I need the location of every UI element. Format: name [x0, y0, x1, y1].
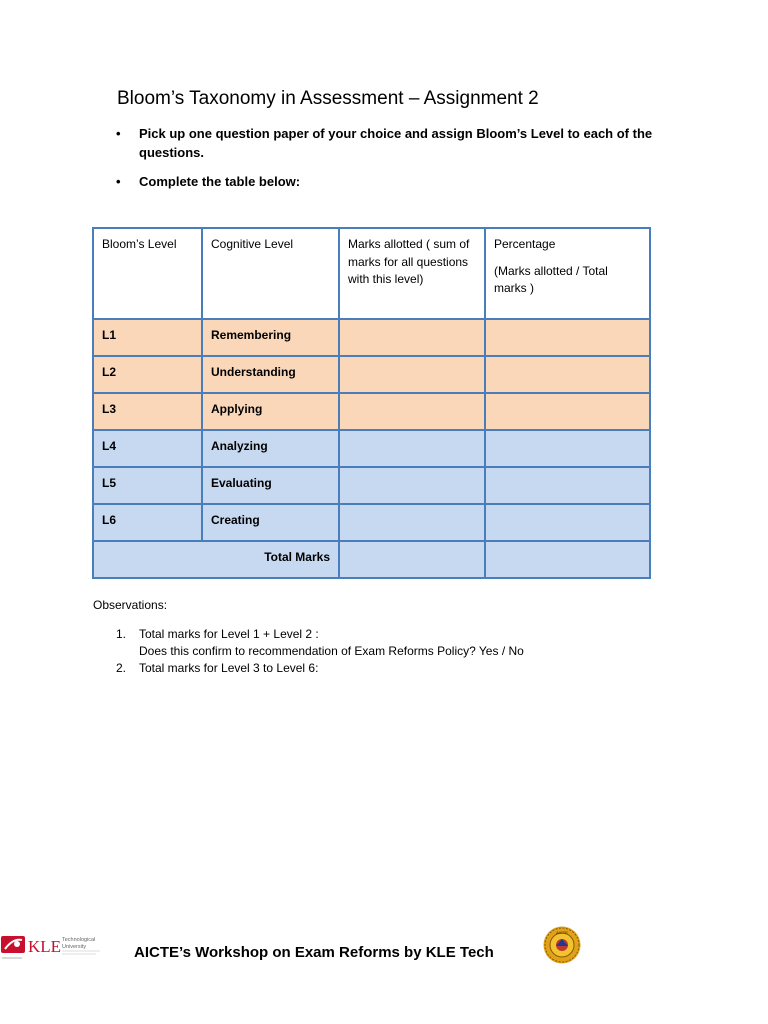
- instruction-text: Complete the table below:: [139, 174, 301, 189]
- marks-cell[interactable]: [339, 504, 485, 541]
- level-cell: L1: [93, 319, 202, 356]
- cognitive-cell: Understanding: [202, 356, 339, 393]
- percentage-cell[interactable]: [485, 319, 650, 356]
- level-cell: L6: [93, 504, 202, 541]
- page-title: Bloom’s Taxonomy in Assessment – Assignment 2: [117, 88, 539, 109]
- level-cell: L3: [93, 393, 202, 430]
- instruction-list: [116, 124, 676, 201]
- marks-cell[interactable]: [339, 393, 485, 430]
- header-percentage-label: Percentage: [494, 237, 556, 251]
- table-row: [93, 319, 650, 356]
- table-row: [93, 467, 650, 504]
- header-percentage-note: (Marks allotted / Total marks ): [494, 263, 608, 295]
- cognitive-cell: Analyzing: [202, 430, 339, 467]
- kle-logo-mark: KLE: [28, 937, 62, 956]
- observation-line: Total marks for Level 1 + Level 2 :: [139, 627, 319, 641]
- table-header-row: [93, 228, 650, 319]
- total-row: [93, 541, 650, 578]
- cognitive-cell: Evaluating: [202, 467, 339, 504]
- bullet-dot: •: [116, 174, 121, 189]
- observation-line: Total marks for Level 3 to Level 6:: [139, 661, 319, 675]
- level-cell: L4: [93, 430, 202, 467]
- observation-line: Does this confirm to recommendation of Exam Reforms Policy? Yes / No: [139, 644, 524, 658]
- table-row: [93, 393, 650, 430]
- svg-text:University: University: [62, 944, 87, 950]
- instruction-item: [116, 172, 676, 191]
- cognitive-cell: Remembering: [202, 319, 339, 356]
- bullet-dot: •: [116, 126, 121, 141]
- header-percentage: [485, 228, 650, 319]
- blooms-level-table: [92, 227, 651, 579]
- total-percentage-cell[interactable]: [485, 541, 650, 578]
- marks-cell[interactable]: [339, 430, 485, 467]
- kle-tech-logo: [0, 920, 106, 964]
- percentage-cell[interactable]: [485, 393, 650, 430]
- table-row: [93, 504, 650, 541]
- observation-item: [116, 660, 716, 677]
- observation-number: 2.: [116, 661, 127, 675]
- instruction-text: Pick up one question paper of your choice and assign Bloom’s Level to each of the questions.: [139, 126, 653, 160]
- marks-cell[interactable]: [339, 467, 485, 504]
- table-row: [93, 430, 650, 467]
- level-cell: L5: [93, 467, 202, 504]
- level-cell: L2: [93, 356, 202, 393]
- observations-label: Observations:: [93, 598, 168, 612]
- marks-cell[interactable]: [339, 319, 485, 356]
- table-row: [93, 356, 650, 393]
- cognitive-cell: Applying: [202, 393, 339, 430]
- header-cognitive-level: Cognitive Level: [202, 228, 339, 319]
- marks-cell[interactable]: [339, 356, 485, 393]
- observation-number: 1.: [116, 627, 127, 641]
- aicte-logo: [542, 925, 582, 965]
- aicte-seal-icon: [542, 925, 582, 965]
- header-blooms-level: Bloom’s Level: [93, 228, 202, 319]
- instruction-item: [116, 124, 676, 162]
- percentage-cell[interactable]: [485, 356, 650, 393]
- footer-workshop-text: AICTE’s Workshop on Exam Reforms by KLE Tech: [134, 944, 494, 961]
- observation-item: [116, 626, 716, 660]
- kle-logo-icon: [0, 920, 106, 964]
- header-marks-allotted: Marks allotted ( sum of marks for all questions with this level): [339, 228, 485, 319]
- total-marks-cell[interactable]: [339, 541, 485, 578]
- observations-list: [116, 626, 716, 677]
- percentage-cell[interactable]: [485, 504, 650, 541]
- total-marks-label: Total Marks: [93, 541, 339, 578]
- svg-text:Technological: Technological: [62, 937, 96, 943]
- percentage-cell[interactable]: [485, 467, 650, 504]
- aicte-logo-mark: AICTE: [556, 930, 568, 935]
- percentage-cell[interactable]: [485, 430, 650, 467]
- cognitive-cell: Creating: [202, 504, 339, 541]
